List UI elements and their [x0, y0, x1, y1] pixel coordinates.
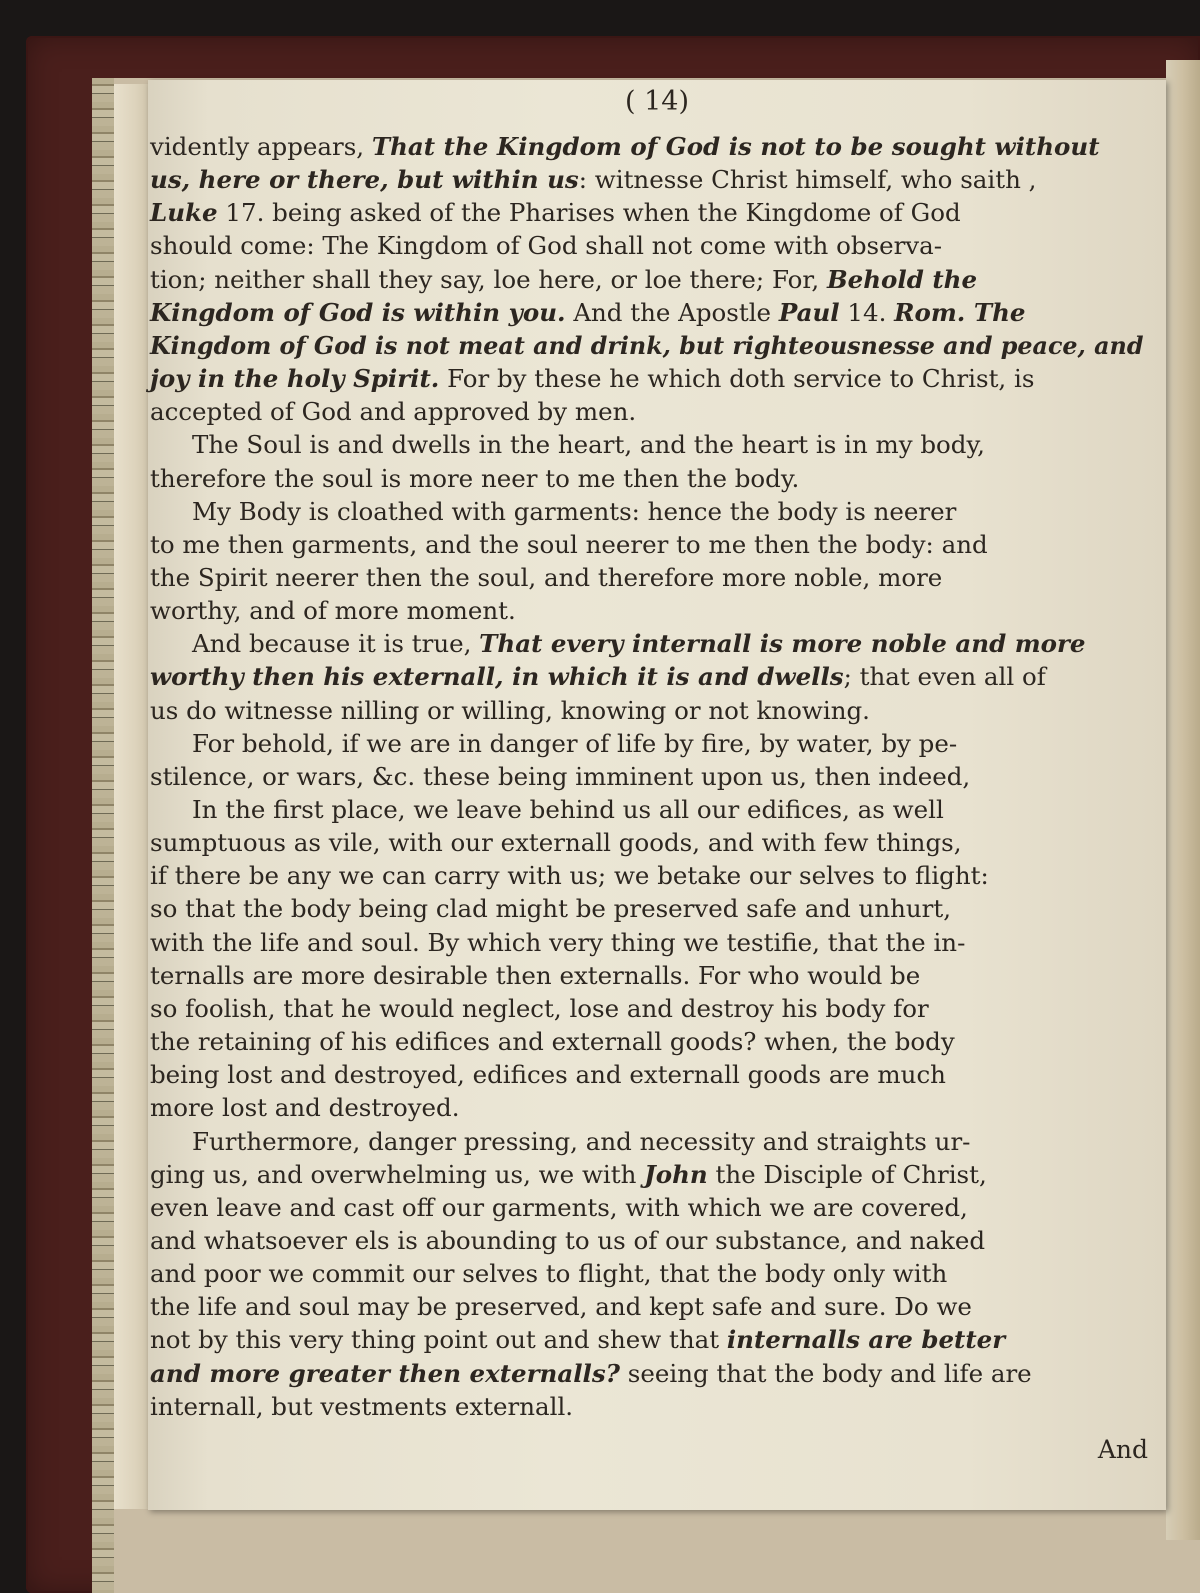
text-line: [150, 1259, 947, 1288]
text-run: and whatsoever els is abounding to us of our substance, and naked: [150, 1225, 986, 1255]
text-line: [192, 497, 956, 526]
text-run: tion; neither shall they say, loe here, or loe there; For,: [150, 264, 827, 294]
italic-run: Rom. The: [894, 297, 1026, 327]
text-run: not by this very thing point out and shew that: [150, 1325, 727, 1355]
text-run: The Soul is and dwells in the heart, and the heart is in my body,: [192, 430, 985, 460]
text-line: [150, 1359, 1032, 1388]
text-run: ging us, and overwhelming us, we with: [150, 1159, 645, 1189]
text-run: us do witnesse nilling or willing, knowing or not knowing.: [150, 695, 870, 725]
text-run: And the Apostle: [565, 297, 779, 327]
text-run: so that the body being clad might be preserved safe and unhurt,: [150, 894, 952, 924]
italic-run: internalls are better: [726, 1325, 1006, 1355]
italic-run: That every internall is more noble and more: [479, 629, 1086, 659]
text-run: to me then garments, and the soul neerer to me then the body: and: [150, 529, 988, 559]
text-line: [150, 165, 1036, 194]
text-line: [150, 762, 970, 791]
text-run: And because it is true,: [192, 629, 480, 659]
text-line: [192, 795, 944, 824]
text-line: [150, 894, 951, 923]
text-line: [150, 1325, 1005, 1354]
italic-run: and more greater then externalls?: [150, 1358, 620, 1388]
italic-run: Paul: [778, 297, 840, 327]
text-run: For by these he which doth service to Christ, is: [439, 364, 1035, 394]
text-run: 17. being asked of the Pharises when the Kingdome of God: [217, 198, 961, 228]
text-run: : witnesse Christ himself, who saith ,: [578, 165, 1037, 195]
text-line: [150, 331, 1143, 360]
text-run: more lost and destroyed.: [150, 1093, 460, 1123]
text-run: even leave and cast off our garments, with which we are covered,: [150, 1192, 968, 1222]
text-line: [192, 1127, 970, 1156]
right-leaves: [1166, 60, 1200, 1540]
text-run: accepted of God and approved by men.: [150, 397, 637, 427]
text-line: [150, 1392, 573, 1421]
text-line: [150, 596, 516, 625]
book-page: [148, 80, 1166, 1510]
page-text: [148, 80, 1166, 1510]
text-run: 14.: [839, 297, 895, 327]
text-run: internall, but vestments externall.: [150, 1391, 574, 1421]
text-line: [192, 629, 1086, 658]
text-run: worthy, and of more moment.: [150, 596, 516, 626]
text-run: being lost and destroyed, edifices and externall goods are much: [150, 1060, 946, 1090]
text-line: [150, 994, 929, 1023]
text-line: [150, 662, 1046, 691]
text-line: [150, 1060, 946, 1089]
text-run: so foolish, that he would neglect, lose and destroy his body for: [150, 993, 929, 1023]
text-line: [150, 198, 961, 227]
text-run: the Spirit neerer then the soul, and therefore more noble, more: [150, 562, 943, 592]
text-line: [150, 861, 989, 890]
text-run: vidently appears,: [150, 132, 372, 161]
text-run: if there be any we can carry with us; we betake our selves to flight:: [150, 861, 989, 891]
text-run: seeing that the body and life are: [620, 1358, 1032, 1388]
text-line: [150, 1226, 985, 1255]
text-line: [150, 265, 977, 294]
text-line: [150, 1093, 460, 1122]
text-run: the Disciple of Christ,: [707, 1159, 987, 1189]
text-line: [150, 298, 1025, 327]
text-run: should come: The Kingdom of God shall not come with observa-: [150, 231, 943, 261]
text-line: [150, 132, 1100, 161]
text-run: My Body is cloathed with garments: hence the body is neerer: [192, 496, 957, 526]
text-line: [192, 729, 957, 758]
text-line: [150, 1160, 987, 1189]
text-run: ; that even all of: [843, 662, 1046, 692]
text-line: [150, 397, 636, 426]
italic-run: worthy then his externall, in which it is and dwells: [150, 662, 844, 692]
text-line: [150, 464, 799, 493]
text-run: the life and soul may be preserved, and kept safe and sure. Do we: [150, 1292, 972, 1322]
text-run: the retaining of his edifices and externall goods? when, the body: [150, 1027, 955, 1057]
text-line: [150, 928, 965, 957]
italic-run: That the Kingdom of God is not to be sought without: [371, 132, 1100, 161]
text-run: stilence, or wars, &c. these being imminent upon us, then indeed,: [150, 761, 971, 791]
italic-run: Kingdom of God is within you.: [150, 297, 566, 327]
text-line: [150, 696, 870, 725]
text-line: [150, 961, 920, 990]
text-run: ternalls are more desirable then externalls. For who would be: [150, 960, 921, 990]
text-line: [150, 1193, 968, 1222]
text-line: [150, 530, 988, 559]
text-line: [150, 828, 962, 857]
marbled-endpaper: [92, 78, 114, 1593]
italic-run: us, here or there, but within us: [150, 165, 579, 195]
italic-run: Luke: [150, 198, 218, 228]
text-run: sumptuous as vile, with our externall goods, and with few things,: [150, 828, 962, 858]
text-run: Furthermore, danger pressing, and necessity and straights ur-: [192, 1126, 971, 1156]
text-line: [150, 364, 1034, 393]
text-line: [150, 231, 942, 260]
text-run: For behold, if we are in danger of life by fire, by water, by pe-: [192, 728, 958, 758]
page-edge: [114, 84, 150, 1509]
text-line: [150, 1027, 955, 1056]
italic-run: joy in the holy Spirit.: [150, 364, 440, 394]
italic-run: Behold the: [826, 264, 978, 294]
catchword: And: [1097, 1435, 1148, 1464]
page-number: ( 14): [624, 86, 689, 117]
text-run: In the first place, we leave behind us all our edifices, as well: [192, 795, 944, 824]
text-line: [150, 1292, 972, 1321]
text-run: with the life and soul. By which very thing we testifie, that the in-: [150, 927, 966, 957]
italic-run: John: [644, 1159, 708, 1189]
text-line: [150, 563, 942, 592]
text-run: therefore the soul is more neer to me then the body.: [150, 463, 800, 493]
italic-run: Kingdom of God is not meat and drink, but righteousnesse and peace, and: [150, 330, 1144, 360]
text-run: and poor we commit our selves to flight, that the body only with: [150, 1259, 948, 1289]
text-line: [192, 430, 985, 459]
